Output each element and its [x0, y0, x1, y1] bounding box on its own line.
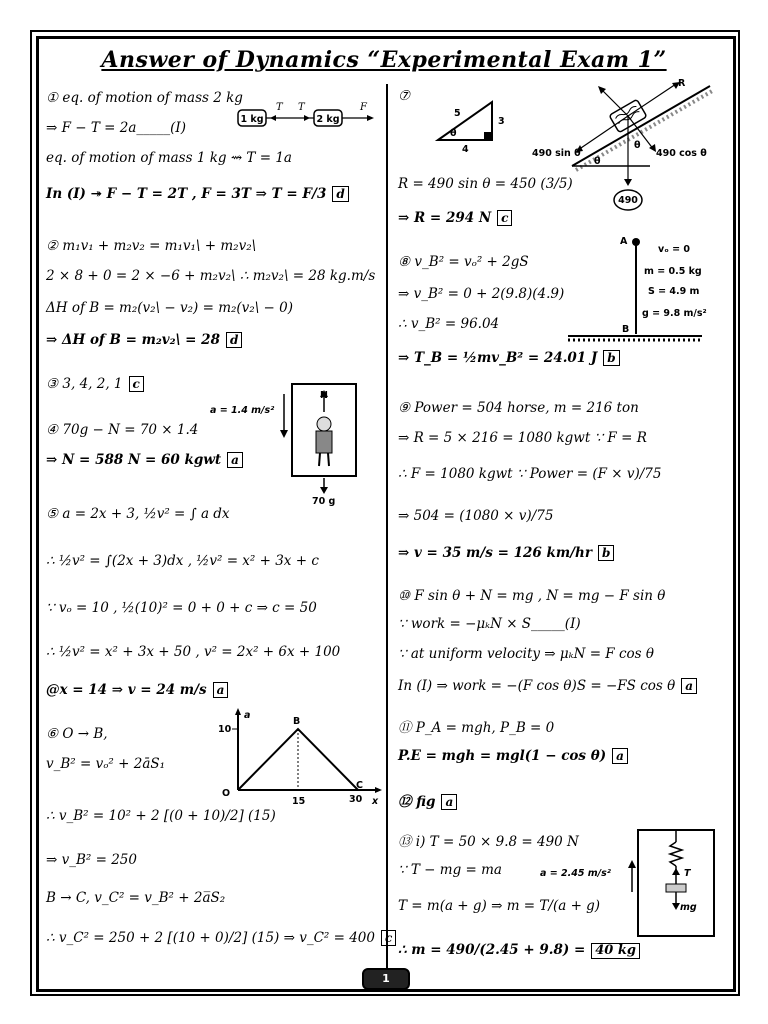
- q5-line5-text: @x = 14 ⇒ v = 24 m/s: [46, 682, 207, 698]
- q8-line3: ∴ v_B² = 96.04: [398, 316, 500, 332]
- q4-line1: ④ 70g − N = 70 × 1.4: [46, 422, 199, 438]
- q13-accel-label: a = 2.45 m/s²: [540, 868, 611, 879]
- q8-a-label: A: [620, 236, 628, 247]
- q1-t2-label: T: [298, 102, 305, 113]
- q3-line1: [46, 376, 144, 392]
- q7-triangle-figure: [432, 98, 512, 154]
- q5-line4: ∴ ½v² = x² + 3x + 50 , v² = 2x² + 6x + 100: [46, 644, 341, 660]
- q7-theta-label: θ: [450, 128, 457, 139]
- q7-adj-label: 4: [462, 144, 469, 154]
- q13-line2: ∵ T − mg = ma: [398, 862, 502, 878]
- q3-answer-box: c: [129, 376, 144, 392]
- q4-accel-label: a = 1.4 m/s²: [210, 405, 275, 416]
- q6-tick-x30: 30: [349, 794, 363, 805]
- q1-line4-text: In (I) ↠ F − T = 2T , F = 3T ⇒ T = F/3: [46, 186, 327, 202]
- q6-o-label: O: [222, 788, 231, 799]
- page-number: 1: [362, 968, 410, 990]
- q11-line2-text: P.E = mgh = mgl(1 − cos θ): [398, 748, 607, 764]
- q6-a-label: a: [244, 710, 251, 721]
- page-title: Answer of Dynamics “Experimental Exam 1”: [101, 47, 667, 73]
- q1-answer-box: d: [332, 186, 348, 202]
- q13-line4: [398, 942, 640, 959]
- q1-arrow-f: [367, 115, 374, 121]
- q12-line1-text: ⑫ fig: [398, 794, 436, 810]
- q1-mass2-label: 2 kg: [316, 114, 340, 125]
- q2-line2: 2 × 8 + 0 = 2 × −6 + m₂v₂\ ∴ m₂v₂\ = 28 kg.m/s: [46, 268, 376, 284]
- q8-free-fall-figure: [566, 232, 722, 344]
- q6-b-label: B: [293, 716, 301, 727]
- q9-line3: ∴ F = 1080 kgwt ∵ Power = (F × v)/75: [398, 466, 662, 482]
- q9-line4: ⇒ 504 = (1080 × v)/75: [398, 508, 554, 524]
- q7-line2-text: ⇒ R = 294 N: [398, 210, 492, 226]
- q1-t1-label: T: [276, 102, 283, 113]
- q10-answer-box: a: [681, 678, 697, 694]
- q13-line1: ⑬ i) T = 50 × 9.8 = 490 N: [398, 834, 579, 850]
- q7-theta-incline: θ: [594, 156, 601, 167]
- q6-x-label: x: [372, 796, 379, 807]
- q13-answer-box: 40 kg: [591, 943, 640, 959]
- q6-tick-x15: 15: [292, 796, 306, 807]
- q5-line3: ∵ vₒ = 10 , ½(10)² = 0 + 0 + c ⇒ c = 50: [46, 600, 317, 616]
- q12-line1: [398, 790, 457, 810]
- q11-answer-box: a: [612, 748, 628, 764]
- q6-line5: B → C, v_C² = v_B² + 2a̅S₂: [46, 890, 226, 906]
- q5-line2: ∴ ½v² = ∫(2x + 3)dx , ½v² = x² + 3x + c: [46, 553, 319, 569]
- q9-line1: ⑨ Power = 504 horse, m = 216 ton: [398, 400, 639, 416]
- q1-f-label: F: [360, 102, 367, 113]
- q6-line4: ⇒ v_B² = 250: [46, 852, 137, 868]
- q6-answer-box: c: [381, 930, 396, 946]
- q1-pulley-figure: [236, 98, 376, 134]
- q2-line4-text: ⇒ ΔH of B = m₂v₂\ = 28: [46, 332, 220, 348]
- q13-mg-label: mg: [680, 902, 697, 913]
- q6-velocity-graph: [212, 704, 384, 808]
- q9-line5: [398, 545, 614, 561]
- q1-mass1-label: 1 kg: [240, 114, 264, 125]
- q10-line1: ⑩ F sin θ + N = mg , N = mg − F sin θ: [398, 588, 666, 604]
- q6-line1: ⑥ O → B,: [46, 726, 108, 742]
- q1-arrow-t1: [270, 115, 276, 121]
- q1-arrow-t2: [304, 115, 310, 121]
- q8-s-label: S = 4.9 m: [648, 286, 700, 297]
- q5-line1: ⑤ a = 2x + 3, ½v² = ∫ a dx: [46, 506, 230, 522]
- q8-line4-text: ⇒ T_B = ½mv_B² = 24.01 J: [398, 350, 598, 366]
- q8-g-label: g = 9.8 m/s²: [642, 308, 707, 319]
- q9-line2: ⇒ R = 5 × 216 = 1080 kgwt ∵ F = R: [398, 430, 647, 446]
- q9-answer-box: b: [598, 545, 614, 561]
- person-icon: [317, 417, 331, 431]
- q7-hyp-label: 5: [454, 108, 461, 119]
- q13-line3: T = m(a + g) ⇒ m = T/(a + g): [398, 898, 601, 914]
- q13-t-label: T: [684, 868, 691, 879]
- q7-weight-arrow: [624, 179, 632, 186]
- q7-answer-box: c: [497, 210, 512, 226]
- q8-m-label: m = 0.5 kg: [644, 266, 702, 277]
- q11-line2: [398, 748, 628, 764]
- q4-weight-arrow: [320, 487, 328, 494]
- q8-line2: ⇒ v_B² = 0 + 2(9.8)(4.9): [398, 286, 565, 302]
- q2-answer-box: d: [226, 332, 242, 348]
- q3-line1-text: ③ 3, 4, 2, 1: [46, 376, 123, 392]
- q4-line2-text: ⇒ N = 588 N = 60 kgwt: [46, 452, 222, 468]
- q5-line5: [46, 682, 228, 698]
- q1-line1: ① eq. of motion of mass 2 kg: [46, 90, 243, 106]
- q5-answer-box: a: [213, 682, 229, 698]
- q2-line3: ΔH of B = m₂(v₂\ − v₂) = m₂(v₂\ − 0): [46, 300, 294, 316]
- q7-cos-label: 490 cos θ: [656, 148, 707, 159]
- q10-line4-text: In (I) ⇒ work = −(F cos θ)S = −FS cos θ: [398, 678, 676, 694]
- q2-line4: [46, 332, 242, 348]
- column-divider: [386, 84, 388, 982]
- q2-line1: ② m₁v₁ + m₂v₂ = m₁v₁\ + m₂v₂\: [46, 238, 257, 254]
- q10-line3: ∵ at uniform velocity ⇒ μₖN = F cos θ: [398, 646, 655, 662]
- q7-sin-label: 490 sin θ: [532, 148, 581, 159]
- q6-line2: v_B² = vₒ² + 2āS₁: [46, 756, 166, 772]
- q4-elevator-figure: [206, 382, 362, 506]
- q7-w-label: 490: [618, 195, 638, 206]
- q9-line5-text: ⇒ v = 35 m/s = 126 km/hr: [398, 545, 592, 561]
- q6-line6: [46, 930, 396, 946]
- q10-line4: [398, 678, 697, 694]
- q8-v0-label: vₒ = 0: [658, 244, 691, 255]
- q7-number: ⑦: [398, 88, 411, 104]
- q7-r-label: R: [678, 78, 686, 89]
- q13-line4-text: ∴ m = 490/(2.45 + 9.8) =: [398, 942, 586, 958]
- q6-line6-text: ∴ v_C² = 250 + 2 [(10 + 0)/2] (15) ⇒ v_C² = 400: [46, 930, 375, 946]
- svg-text:θ: θ: [634, 140, 641, 151]
- q10-line2: ∵ work = −μₖN × S_____(I): [398, 616, 581, 632]
- q7-incline-figure: [530, 76, 726, 216]
- q7-opp-label: 3: [498, 116, 505, 127]
- q4-w-label: 70 g: [312, 496, 336, 506]
- q12-answer-box: a: [441, 794, 457, 810]
- q13-mass: [666, 884, 686, 892]
- q4-n-label: N: [320, 390, 328, 401]
- q7-line2: [398, 210, 512, 226]
- q1-line2: ⇒ F − T = 2a_____(I): [46, 120, 187, 136]
- q8-answer-box: b: [603, 350, 619, 366]
- q6-tick-y10: 10: [218, 724, 232, 735]
- q11-line1: ⑪ P_A = mgh, P_B = 0: [398, 720, 555, 736]
- q8-b-label: B: [622, 324, 630, 335]
- q8-line1: ⑧ v_B² = vₒ² + 2gS: [398, 254, 529, 270]
- q7-triangle: [438, 102, 492, 140]
- q1-line4: [46, 186, 349, 202]
- q4-answer-box: a: [227, 452, 243, 468]
- q1-line3: eq. of motion of mass 1 kg ⇝ T = 1a: [46, 150, 292, 166]
- q8-line4: [398, 350, 620, 366]
- q6-c-label: C: [356, 780, 363, 791]
- q13-elevator-figure: [536, 828, 718, 940]
- q7-line1: R = 490 sin θ = 450 (3/5): [398, 176, 573, 192]
- q6-line3: ∴ v_B² = 10² + 2 [(0 + 10)/2] (15): [46, 808, 276, 824]
